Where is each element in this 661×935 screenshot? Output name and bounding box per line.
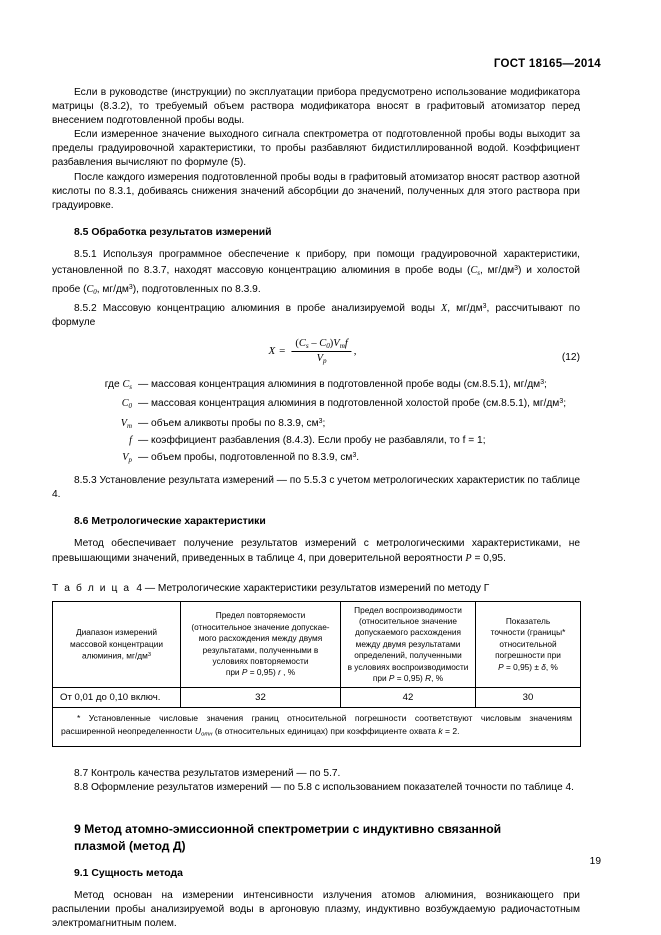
paragraph-8-8: 8.8 Оформление результатов измерений — по 5.8 с использованием показателей точности по таблице 4. <box>74 782 575 793</box>
footnote-symbol-u: $U_{отн}$ <box>194 725 213 738</box>
heading-9-1: 9.1 Сущность метода <box>74 868 183 880</box>
page-content <box>52 86 580 931</box>
table-caption-text: — Метрологические характеристики результатов измерений по методу Г <box>142 582 490 594</box>
num-vm: $V_m$ <box>333 337 345 350</box>
where-item <box>52 376 580 395</box>
where-item <box>52 415 580 434</box>
paragraph-9-1: Метод основан на измерении интенсивности излучения атомов алюминия, возникающего при распылении пробы анализируемой воды в аргоновую плазму, индуктивно возбуждаемую радиочастотным электромагнитным полем. <box>52 890 580 930</box>
where-text: — массовая концентрация алюминия в подготовленной холостой пробе (см.8.5.1), $мг/дм^3$; <box>138 398 567 410</box>
paragraph-2: Если измеренное значение выходного сигнала спектрометра от подготовленной пробы воды выходит за пределы градуировочной характеристики, то пробы разбавляют бидистиллированной водой. Коэффициент разбавления вычисляют по формуле (5). <box>52 129 580 169</box>
symbol-c0: $C_0$ <box>86 283 97 296</box>
table-footnote-row <box>53 708 581 746</box>
cell-reproducibility: 42 <box>341 688 476 708</box>
paren-close: ) <box>329 337 334 349</box>
column-header-repeatability: Предел повторяемости (относительное значение допускае- мого расхождения между двумя результатами, полученными в условиях повторяемости при P = 0,95) r , % <box>181 601 341 688</box>
num-cs: $C_s$ <box>298 337 309 350</box>
p851-d: , мг/дм <box>96 283 129 295</box>
heading-9: 9 Метод атомно-эмиссионной спектрометрии с индуктивно связанной плазмой (метод Д) <box>74 822 502 853</box>
paragraph-8-5-1 <box>52 248 580 300</box>
formula-equals: = <box>279 345 286 358</box>
paragraph-8-7: 8.7 Контроль качества результатов измерений — по 5.7. <box>74 767 341 779</box>
where-text: — массовая концентрация алюминия в подготовленной пробе воды (см.8.5.1), $мг/дм^3$; <box>138 378 547 390</box>
paragraph-1: Если в руководстве (инструкции) по эксплуатации прибора предусмотрено использование модификатора матрицы (8.3.2), то требуемый объем раствора модификатора вносят в графитовый атомизатор перед внесением подготовленной пробы воды. <box>52 87 580 127</box>
formula-12 <box>268 338 356 365</box>
p86-a: Метод обеспечивает получение результатов измерений с метрологическими характеристиками, не превышающими значений, приведенных в таблице 4, при доверительной вероятности <box>52 538 580 564</box>
where-lead: где <box>104 378 123 390</box>
section-9-block <box>74 821 580 854</box>
table-caption-label: Т а б л и ц а <box>52 582 131 594</box>
page-number: 19 <box>589 856 601 867</box>
sup-3-b: 3 <box>128 283 133 291</box>
p852-a: 8.5.2 Массовую концентрацию алюминия в пробе анализируемой воды <box>74 302 441 314</box>
den-vp: $V_p$ <box>316 352 327 365</box>
where-symbol: где $C_s$ <box>104 378 132 391</box>
paragraph-8-6 <box>52 537 580 565</box>
p852-c: , рассчитывают по формуле <box>52 302 580 328</box>
where-item <box>52 395 580 414</box>
table-caption <box>52 582 580 595</box>
formula-lhs: X <box>268 345 276 358</box>
symbol-cs: $C_s$ <box>470 264 480 277</box>
formula-12-row <box>52 336 580 376</box>
p851-a: 8.5.1 Используя программное обеспечение к прибору, при помощи градуировочной характеристики, установленной по 8.3.7, находят массовую концентрацию алюминия в пробе воды ( <box>52 248 580 276</box>
p86-p: P <box>465 552 472 564</box>
where-symbol: $V_m$ <box>120 417 132 430</box>
sup-3-a: 3 <box>514 264 519 272</box>
p86-b: = 0,95. <box>471 552 506 564</box>
where-definitions <box>52 376 580 468</box>
where-text: — объем пробы, подготовленной по 8.3.9, $см^3$. <box>138 451 360 463</box>
cell-accuracy: 30 <box>476 688 581 708</box>
column-header-range: Диапазон измерений массовой концентрации алюминия, $мг/дм^3$ <box>53 601 181 688</box>
where-symbol: $V_p$ <box>122 451 132 464</box>
table-footnote: * Установленные числовые значения границ относительной погрешности соответствуют числовым значениям расширенной неопределенности $U_{отн}$ (в относительных единицах) при коэффициенте охвата k = 2. <box>53 708 581 746</box>
cell-repeatability: 32 <box>181 688 341 708</box>
where-item <box>52 449 580 468</box>
formula-denominator <box>313 352 331 365</box>
table-header-row <box>53 601 581 688</box>
where-symbol: f <box>129 435 132 447</box>
sup-3-c: 3 <box>482 302 487 310</box>
formula-comma: , <box>353 345 357 358</box>
column-header-reproducibility: Предел воспроизводимости (относительное значение допускаемого расхождения между двумя результатами определений, полученными в условиях воспроизводимости при P = 0,95) R, % <box>341 601 476 688</box>
p851-e: ), подготовленных по 8.3.9. <box>132 283 261 295</box>
paren-open: ( <box>295 337 299 349</box>
symbol-x: X <box>440 302 448 314</box>
page-header: ГОСТ 18165—2014 <box>493 58 601 70</box>
paragraph-3: После каждого измерения подготовленной пробы воды в графитовый атомизатор вносят раствор азотной кислоты по 8.3.1, добиваясь снижения значений абсорбции до значений, полученных для этого раствора при градуировке. <box>52 171 580 211</box>
table-caption-number: 4 <box>136 582 142 594</box>
cell-range: От 0,01 до 0,10 включ. <box>53 688 181 708</box>
where-symbol: $C_0$ <box>121 398 132 411</box>
formula-fraction <box>291 338 351 365</box>
p851-b: , мг/дм <box>479 264 515 276</box>
num-f: f <box>344 337 348 349</box>
paragraph-8-5-2 <box>52 300 580 330</box>
num-minus: – <box>311 337 317 349</box>
heading-8-6: 8.6 Метрологические характеристики <box>74 516 266 528</box>
metrological-characteristics-table <box>52 601 581 747</box>
p851-c: ) и холостой пробе ( <box>52 264 580 295</box>
where-text: — объем аликвоты пробы по 8.3.9, $см^3$; <box>138 417 326 429</box>
formula-number: (12) <box>561 351 580 363</box>
table-row <box>53 688 581 708</box>
num-c0: $C_0$ <box>319 337 330 350</box>
where-item <box>52 434 580 449</box>
heading-8-5: 8.5 Обработка результатов измерений <box>74 226 272 238</box>
paragraph-8-5-3: 8.5.3 Установление результата измерений — по 5.5.3 с учетом метрологических характеристик по таблице 4. <box>52 475 580 501</box>
p852-b: , мг/дм <box>447 302 483 314</box>
formula-numerator <box>291 338 351 352</box>
column-header-accuracy: Показатель точности (границы* относительной погрешности при P = 0,95) ± δ, % <box>476 601 581 688</box>
where-text: — коэффициент разбавления (8.4.3). Если пробу не разбавляли, то f = 1; <box>138 435 486 447</box>
